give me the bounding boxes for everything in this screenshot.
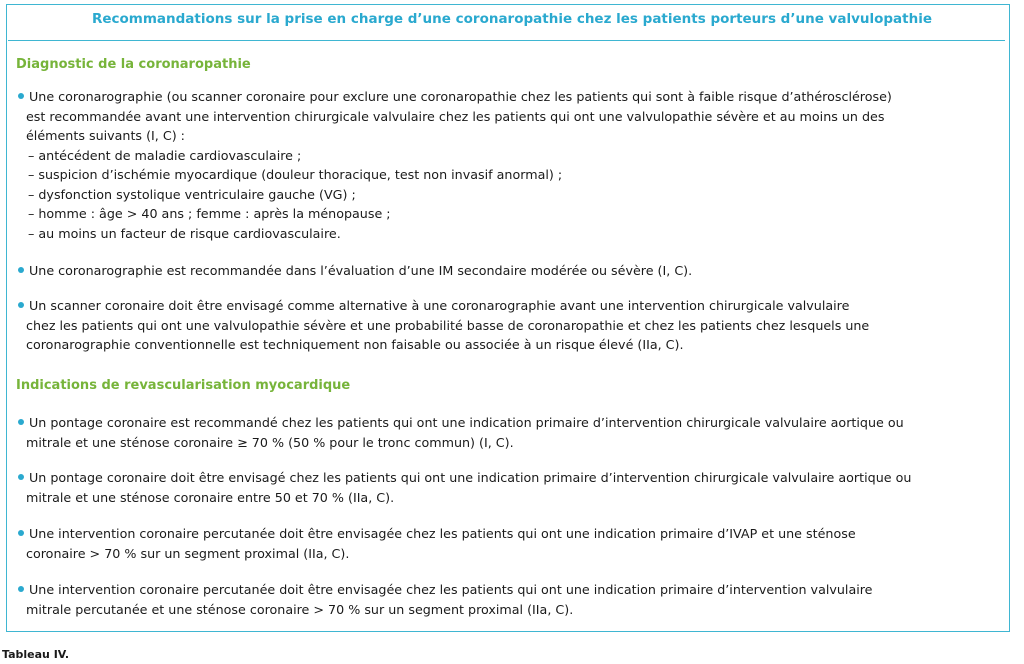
bullet-item: Un pontage coronaire est recommandé chez les patients qui ont une indication primaire d’intervention chirurgicale valvulaire aortique ou mitrale et une sténose coronaire ≥ 70 % (50 % pour le tronc commun) (I, C).	[18, 413, 1008, 452]
bullet-item: Un scanner coronaire doit être envisagé comme alternative à une coronarographie avant une intervention chirurgicale valvulaire chez les patients qui ont une valvulopathie sévère et une probabilité basse de coronaropathie et chez les patients chez lesquels une coronarographie conventionnelle est techniquement non faisable ou associée à un risque élevé (IIa, C).	[18, 296, 1008, 355]
bullet-dot-icon	[18, 267, 24, 273]
title-divider	[8, 40, 1005, 41]
bullet-item: Une intervention coronaire percutanée doit être envisagée chez les patients qui ont une indication primaire d’intervention valvulaire mitrale percutanée et une sténose coronaire > 70 % sur un segment proximal (IIa, C).	[18, 580, 1008, 619]
bullet-dot-icon	[18, 93, 24, 99]
bullet-item: Un pontage coronaire doit être envisagé chez les patients qui ont une indication primaire d’intervention chirurgicale valvulaire aortique ou mitrale et une sténose coronaire entre 50 et 70 % (IIa, C).	[18, 468, 1008, 507]
sub-item: – antécédent de maladie cardiovasculaire ;	[28, 147, 302, 163]
bullet-dot-icon	[18, 530, 24, 536]
bullet-item: Une coronarographie (ou scanner coronaire pour exclure une coronaropathie chez les patients qui sont à faible risque d’athérosclérose) est recommandée avant une intervention chirurgicale valvulaire chez les patients qui ont une valvulopathie sévère et au moins un des éléments suivants (I, C) : – antécédent de maladie cardiovasculaire ; – suspicion d’ischémie myocardique (douleur thoracique, test non invasif anormal) ; – dysfonction systolique ventriculaire gauche (VG) ; – homme : âge > 40 ans ; femme : après la ménopause ; – au moins un facteur de risque cardiovasculaire.	[18, 87, 1008, 243]
section-heading-revascularisation: Indications de revascularisation myocardique	[16, 378, 351, 393]
section-heading-diagnostic: Diagnostic de la coronaropathie	[16, 57, 251, 72]
table-title: Recommandations sur la prise en charge d’une coronaropathie chez les patients porteurs d’une valvulopathie	[91, 11, 933, 27]
sub-item: – au moins un facteur de risque cardiovasculaire.	[28, 225, 341, 241]
bullet-dot-icon	[18, 586, 24, 592]
sub-item: – suspicion d’ischémie myocardique (douleur thoracique, test non invasif anormal) ;	[28, 167, 563, 182]
sub-item: – dysfonction systolique ventriculaire gauche (VG) ;	[28, 186, 356, 202]
bullet-item: Une intervention coronaire percutanée doit être envisagée chez les patients qui ont une indication primaire d’IVAP et une sténose coronaire > 70 % sur un segment proximal (IIa, C).	[18, 524, 1008, 563]
sub-item: – homme : âge > 40 ans ; femme : après la ménopause ;	[28, 206, 391, 221]
bullet-item: Une coronarographie est recommandée dans l’évaluation d’une IM secondaire modérée ou sévère (I, C).	[18, 261, 1008, 281]
bullet-dot-icon	[18, 474, 24, 480]
bullet-dot-icon	[18, 419, 24, 425]
bullet-dot-icon	[18, 302, 24, 308]
table-caption: Tableau IV.	[2, 648, 70, 661]
